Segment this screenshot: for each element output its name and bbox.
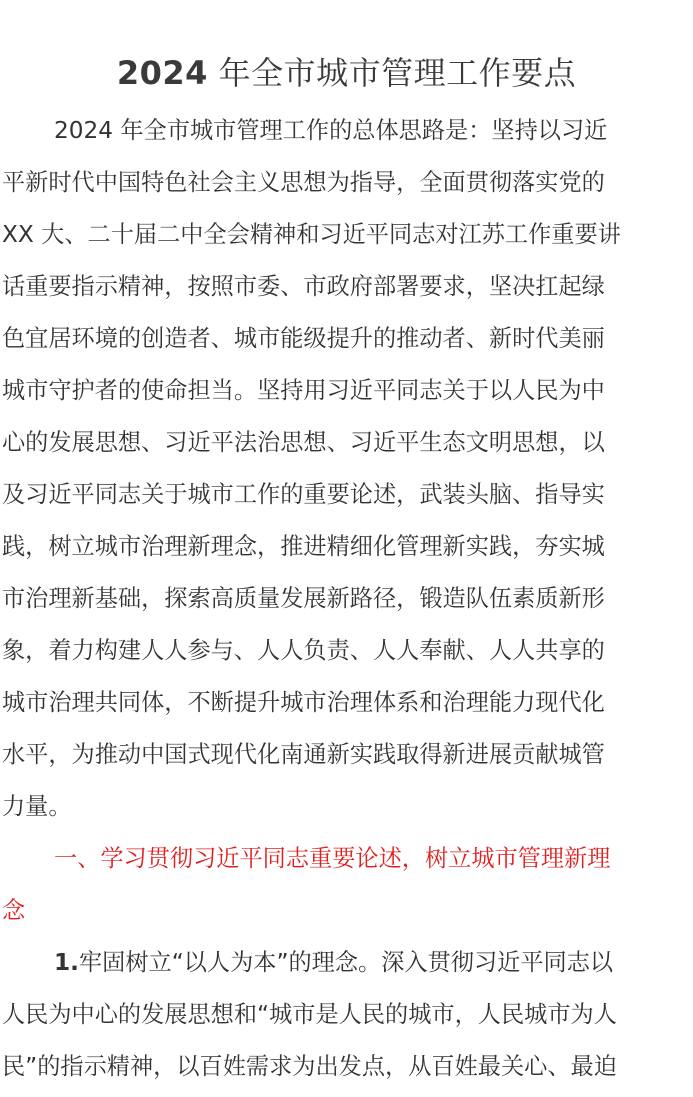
overall-approach-paragraph [2, 105, 691, 833]
paragraph-line: 平新时代中国特色社会主义思想为指导，全面贯彻落实党的 [2, 169, 605, 196]
paragraph-line: 话重要指示精神，按照市委、市政府部署要求，坚决扛起绿 [2, 273, 605, 300]
paragraph-line: 水平，为推动中国式现代化南通新实践取得新进展贡献城管 [2, 741, 605, 768]
paragraph-line: 色宜居环境的创造者、城市能级提升的推动者、新时代美丽 [2, 325, 605, 352]
paragraph-line: XX 大、二十届二中全会精神和习近平同志对江苏工作重要讲 [2, 221, 621, 248]
title-year: 2024 [116, 54, 208, 93]
paragraph-line: 及习近平同志关于城市工作的重要论述，武装头脑、指导实 [2, 481, 605, 508]
paragraph-line: 市治理新基础，探索高质量发展新路径，锻造队伍素质新形 [2, 585, 605, 612]
paragraph-line: 力量。 [2, 793, 72, 820]
paragraph-line: 2024 年全市城市管理工作的总体思路是：坚持以习近 [54, 117, 608, 144]
item-1-paragraph [2, 937, 691, 1093]
item-lead: 牢固树立“以人为本”的理念。 [78, 949, 382, 976]
section-heading-line: 一、学习贯彻习近平同志重要论述，树立城市管理新理 [54, 845, 611, 872]
paragraph-line: 人民为中心的发展思想和“城市是人民的城市，人民城市为人 [2, 1001, 617, 1028]
section-heading [2, 833, 691, 937]
section-heading-line: 念 [2, 897, 26, 924]
paragraph-line: 心的发展思想、习近平法治思想、习近平生态文明思想，以 [2, 429, 605, 456]
title-text: 年全市城市管理工作要点 [207, 54, 577, 93]
paragraph-line: 民”的指示精神，以百姓需求为出发点，从百姓最关心、最迫 [2, 1053, 617, 1080]
paragraph-line: 城市治理共同体，不断提升城市治理体系和治理能力现代化 [2, 689, 605, 716]
document-body [2, 105, 691, 1093]
item-first-line [2, 937, 691, 989]
paragraph-line: 象，着力构建人人参与、人人负责、人人奉献、人人共享的 [2, 637, 605, 664]
paragraph-line: 践，树立城市治理新理念，推进精细化管理新实践，夯实城 [2, 533, 605, 560]
document-title [0, 47, 693, 99]
item-text: 深入贯彻习近平同志以 [381, 949, 614, 976]
paragraph-line: 城市守护者的使命担当。坚持用习近平同志关于以人民为中 [2, 377, 605, 404]
item-number: 1. [54, 949, 79, 976]
